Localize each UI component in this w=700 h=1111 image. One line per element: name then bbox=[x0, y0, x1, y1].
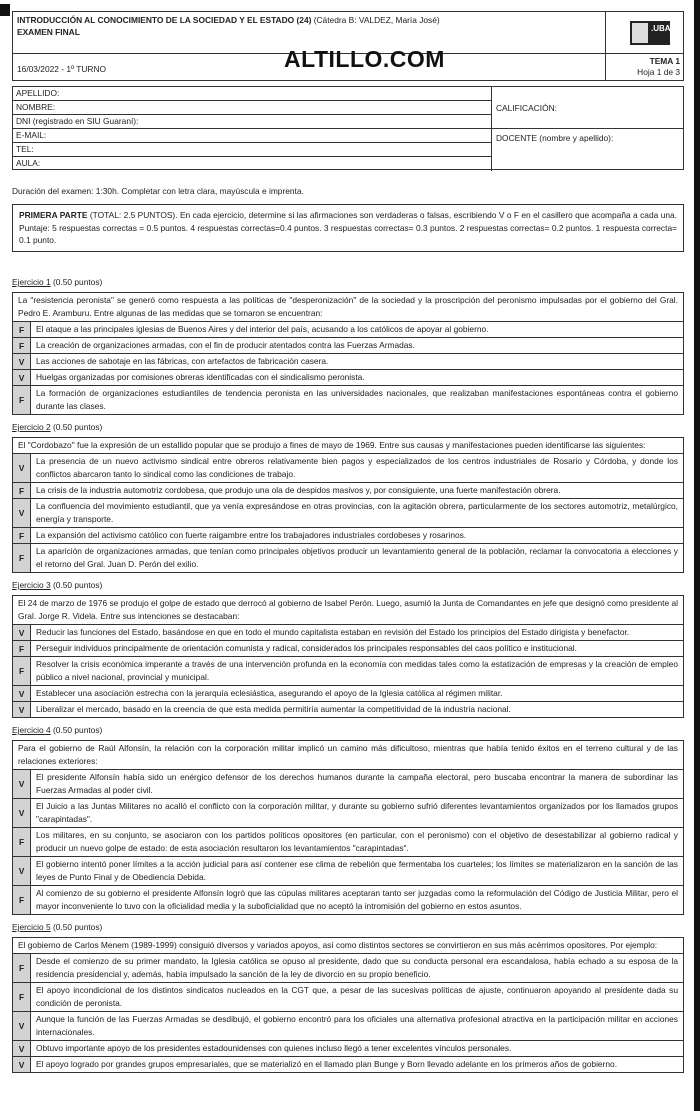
statement-text: Desde el comienzo de su primer mandato, la Iglesia católica se opuso al presidente, dado que su conducta personal era escandalosa, había echado a su esposa de la residencia presidencial y, además, había impulsado la sanción de la ley de divorcio en su propio beneficio. bbox=[36, 956, 678, 979]
field-apellido[interactable]: APELLIDO: bbox=[13, 87, 492, 101]
exam-date: 16/03/2022 - 1º TURNO bbox=[17, 64, 107, 74]
statement-row bbox=[13, 983, 683, 1012]
field-tel[interactable]: TEL: bbox=[13, 143, 492, 157]
answer-box[interactable]: F bbox=[13, 528, 31, 543]
answer-box[interactable]: F bbox=[13, 828, 31, 856]
statement-row bbox=[13, 1057, 683, 1072]
statement-row bbox=[13, 686, 683, 702]
exercise-intro: El "Cordobazo" fue la expresión de un estallido popular que se produjo a fines de mayo de 1969. Entre sus causas y manifestaciones pueden identificarse las siguientes: bbox=[13, 438, 683, 454]
statement-text: El ataque a las principales iglesias de Buenos Aires y del interior del país, acusando a los católicos de apoyar al gobierno. bbox=[36, 324, 489, 334]
course-title: INTRODUCCIÓN AL CONOCIMIENTO DE LA SOCIEDAD Y EL ESTADO (24) bbox=[17, 15, 312, 25]
duration-note: Duración del examen: 1:30h. Completar con letra clara, mayúscula e imprenta. bbox=[12, 186, 304, 196]
answer-box[interactable]: F bbox=[13, 322, 31, 337]
statement-text: Perseguir individuos principalmente de orientación comunista y radical, considerados los principales responsables del caos político e institucional. bbox=[36, 643, 577, 653]
statement-text: El presidente Alfonsín había sido un enérgico defensor de los derechos humanos durante la campaña electoral, pero buscaba encontrar la manera de subordinar las Fuerzas Armadas al poder civil. bbox=[36, 772, 678, 795]
answer-box[interactable]: F bbox=[13, 886, 31, 914]
exercise-points: (0.50 puntos) bbox=[52, 580, 103, 590]
statement-text: La aparición de organizaciones armadas, que tenían como principales objetivos producir un levantamiento general de la población, reclamar la convocatoria a elecciones y el retorno del Gral. Juan D. Perón del exilio. bbox=[36, 546, 678, 569]
statement-row bbox=[13, 370, 683, 386]
exercise-points: (0.50 puntos) bbox=[52, 422, 103, 432]
exercise-intro: La "resistencia peronista" se generó como respuesta a las políticas de "desperonización" de la sociedad y la proscripción del peronismo impulsadas por el gobierno del Gral. Pedro E. Aramburu. Entre algunas de las medidas que se tomaron se encuentran: bbox=[13, 293, 683, 322]
statement-text: Reducir las funciones del Estado, basándose en que en todo el mundo capitalista estaban en revisión del Estado los principios del Estado dirigista y benefactor. bbox=[36, 627, 630, 637]
exercise-label bbox=[12, 921, 684, 933]
answer-box[interactable]: V bbox=[13, 770, 31, 798]
catedra: (Cátedra B: VALDEZ, María José) bbox=[313, 15, 440, 25]
tema: TEMA 1 bbox=[649, 56, 680, 66]
statement-row bbox=[13, 828, 683, 857]
answer-box[interactable]: V bbox=[13, 1041, 31, 1056]
exercise-table bbox=[12, 937, 684, 1073]
exercise-label bbox=[12, 579, 684, 591]
exercise-intro: El 24 de marzo de 1976 se produjo el golpe de estado que derrocó al gobierno de Isabel Perón. Luego, asumió la Junta de Comandantes en jefe que designó como presidente al Gral. Jorge R. Videla. Entre sus intenciones se destacaban: bbox=[13, 596, 683, 625]
exercise-title: Ejercicio 2 bbox=[12, 422, 51, 432]
statement-row bbox=[13, 770, 683, 799]
statement-row bbox=[13, 354, 683, 370]
uba-logo: .UBA bbox=[630, 21, 670, 45]
exercise-table bbox=[12, 595, 684, 718]
exercise-table bbox=[12, 292, 684, 415]
page-number: Hoja 1 de 3 bbox=[637, 67, 680, 77]
statement-text: Aunque la función de las Fuerzas Armadas se desdibujó, el gobierno encontró para los oficiales una alternativa profesional atractiva en la participación militar en acciones internacionales. bbox=[36, 1014, 678, 1037]
statement-row bbox=[13, 454, 683, 483]
answer-box[interactable]: F bbox=[13, 483, 31, 498]
answer-box[interactable]: F bbox=[13, 657, 31, 685]
answer-box[interactable]: V bbox=[13, 370, 31, 385]
exercise-label bbox=[12, 276, 684, 288]
statement-row bbox=[13, 322, 683, 338]
statement-row bbox=[13, 1012, 683, 1041]
exercises bbox=[12, 270, 684, 1083]
answer-box[interactable]: F bbox=[13, 544, 31, 572]
statement-row bbox=[13, 528, 683, 544]
statement-row bbox=[13, 544, 683, 572]
statement-row bbox=[13, 657, 683, 686]
statement-text: El Juicio a las Juntas Militares no acalló el conflicto con la corporación militar, y durante su gobierno sufrió diferentes levantamientos organizados por los llamados grupos "carapintadas". bbox=[36, 801, 678, 824]
exercise-table bbox=[12, 437, 684, 573]
field-aula[interactable]: AULA: bbox=[13, 157, 492, 171]
exercise-title: Ejercicio 1 bbox=[12, 277, 51, 287]
statement-text: Obtuvo importante apoyo de los presidentes estadounidenses con quienes incluso llegó a tener excelentes vínculos personales. bbox=[36, 1043, 512, 1053]
statement-text: Huelgas organizadas por comisiones obreras identificadas con el sindicalismo peronista. bbox=[36, 372, 365, 382]
calificacion-label: CALIFICACIÓN: bbox=[496, 103, 557, 113]
statement-row bbox=[13, 1041, 683, 1057]
scan-mark bbox=[0, 4, 10, 16]
answer-box[interactable]: F bbox=[13, 338, 31, 353]
answer-box[interactable]: V bbox=[13, 686, 31, 701]
answer-box[interactable]: V bbox=[13, 799, 31, 827]
exercise-label bbox=[12, 421, 684, 433]
field-nombre[interactable]: NOMBRE: bbox=[13, 101, 492, 115]
statement-text: La crisis de la industria automotriz cordobesa, que produjo una ola de despidos masivos y, por consiguiente, una fuerte manifestación obrera. bbox=[36, 485, 561, 495]
statement-row bbox=[13, 338, 683, 354]
instructions-box bbox=[12, 204, 684, 252]
statement-text: La creación de organizaciones armadas, con el fin de producir atentados contra las Fuerzas Armadas. bbox=[36, 340, 415, 350]
field-email[interactable]: E-MAIL: bbox=[13, 129, 492, 143]
statement-text: Los militares, en su conjunto, se asociaron con los partidos políticos opositores (en particular, con el peronismo) con el objetivo de desestabilizar al gobierno radical y producir un nuevo golpe de estado: de esta asociación resultaron los levantamientos "carapintadas". bbox=[36, 830, 678, 853]
answer-box[interactable]: F bbox=[13, 954, 31, 982]
section-title: PRIMERA PARTE bbox=[19, 210, 88, 220]
exercise-table bbox=[12, 740, 684, 915]
statement-text: El gobierno intentó poner límites a la acción judicial para así contener ese clima de rebelión que fermentaba los cuarteles; los límites se materializaron en la sanción de las leyes de Punto Final y de Obediencia Debida. bbox=[36, 859, 678, 882]
statement-row bbox=[13, 499, 683, 528]
statement-text: El apoyo incondicional de los distintos sindicatos nucleados en la CGT que, a pesar de las sucesivas políticas de ajuste, continuaron apoyando al presidente dada su condición de peronista. bbox=[36, 985, 678, 1008]
watermark: ALTILLO.COM bbox=[284, 46, 445, 72]
statement-text: Liberalizar el mercado, basado en la creencia de que esta medida permitiría aumentar la competitividad de la industria nacional. bbox=[36, 704, 511, 714]
scan-edge bbox=[694, 0, 700, 1111]
answer-box[interactable]: V bbox=[13, 1012, 31, 1040]
answer-box[interactable]: V bbox=[13, 702, 31, 717]
statement-row bbox=[13, 857, 683, 886]
exercise-intro: Para el gobierno de Raúl Alfonsín, la relación con la corporación militar implicó un camino más dificultoso, mientras que había tenido éxitos en el terreno cultural y de las relaciones exteriores: bbox=[13, 741, 683, 770]
exercise-title: Ejercicio 5 bbox=[12, 922, 51, 932]
statement-text: Al comienzo de su gobierno el presidente Alfonsín logró que las cúpulas militares aceptaran tanto ser juzgadas como la reformulación del Código de Justicia Militar, pero el mayor inconveniente lo tuvo con la oficialidad media y la suboficialidad que no aceptó la intromisión del gobierno en estos asuntos. bbox=[36, 888, 678, 911]
answer-box[interactable]: V bbox=[13, 499, 31, 527]
exercise-label bbox=[12, 724, 684, 736]
instructions-text: (TOTAL: 2.5 PUNTOS). En cada ejercicio, determine si las afirmaciones son verdaderas o falsas, escribiendo V o F en el casillero que acompaña a cada una. Puntaje: 5 respuestas correctas = 0.5 puntos. 4 respuestas correctas=0.4 puntos. 3 respuestas correctas= 0.3 puntos. 2 respuestas correctas= 0.2 puntos. 1 respuesta correcta= 0.1 punto. bbox=[19, 210, 677, 245]
exercise-title: Ejercicio 3 bbox=[12, 580, 51, 590]
docente-label: DOCENTE (nombre y apellido): bbox=[496, 133, 614, 143]
exercise-points: (0.50 puntos) bbox=[52, 725, 103, 735]
answer-box[interactable]: V bbox=[13, 625, 31, 640]
field-dni[interactable]: DNI (registrado en SIU Guaraní): bbox=[13, 115, 492, 129]
statement-row bbox=[13, 386, 683, 414]
exercise-points: (0.50 puntos) bbox=[52, 277, 103, 287]
answer-box[interactable]: F bbox=[13, 641, 31, 656]
statement-text: El apoyo logrado por grandes grupos empresariales, que se materializó en el llamado plan Bunge y Born llevado adelante en los primeros años de gobierno. bbox=[36, 1059, 618, 1069]
statement-text: La formación de organizaciones estudiantiles de tendencia peronista en las universidades nacionales, que realizaban manifestaciones espontáneas contra el gobierno durante las clases. bbox=[36, 388, 678, 411]
statement-row bbox=[13, 954, 683, 983]
exam-type: EXAMEN FINAL bbox=[17, 27, 80, 37]
statement-text: La presencia de un nuevo activismo sindical entre obreros relativamente bien pagos y especializados de los centros industriales de Rosario y Córdoba, y donde los conflictos abarcaron tanto lo sindical como las condiciones de trabajo. bbox=[36, 456, 678, 479]
statement-row bbox=[13, 886, 683, 914]
answer-box[interactable]: V bbox=[13, 857, 31, 885]
exercise-intro: El gobierno de Carlos Menem (1989-1999) consiguió diversos y variados apoyos, así como distintos sectores se convirtieron en sus más acérrimos opositores. Por ejemplo: bbox=[13, 938, 683, 954]
statement-row bbox=[13, 799, 683, 828]
answer-box[interactable]: F bbox=[13, 983, 31, 1011]
statement-row bbox=[13, 483, 683, 499]
answer-box[interactable]: F bbox=[13, 386, 31, 414]
statement-text: La expansión del activismo católico con fuerte raigambre entre los trabajadores industriales cordobeses y rosarinos. bbox=[36, 530, 467, 540]
statement-row bbox=[13, 641, 683, 657]
answer-box[interactable]: V bbox=[13, 1057, 31, 1072]
statement-row bbox=[13, 625, 683, 641]
statement-text: Establecer una asociación estrecha con la jerarquía eclesiástica, asegurando el apoyo de la Iglesia católica al régimen militar. bbox=[36, 688, 503, 698]
statement-text: Las acciones de sabotaje en las fábricas, con artefactos de fabricación casera. bbox=[36, 356, 329, 366]
exercise-points: (0.50 puntos) bbox=[52, 922, 103, 932]
exercise-title: Ejercicio 4 bbox=[12, 725, 51, 735]
statement-text: Resolver la crisis económica imperante a través de una intervención profunda en la economía con medidas tales como la estatización de empresas y la creación de empleo público a nivel nacional, provincial y municipal. bbox=[36, 659, 678, 682]
answer-box[interactable]: V bbox=[13, 454, 31, 482]
statement-text: La confluencia del movimiento estudiantil, que ya venía expresándose en otras provincias, con la agitación obrera, particularmente de los sectores automotriz, metalúrgico, energía y transporte. bbox=[36, 501, 678, 524]
statement-row bbox=[13, 702, 683, 717]
student-info-table bbox=[12, 86, 684, 170]
answer-box[interactable]: V bbox=[13, 354, 31, 369]
